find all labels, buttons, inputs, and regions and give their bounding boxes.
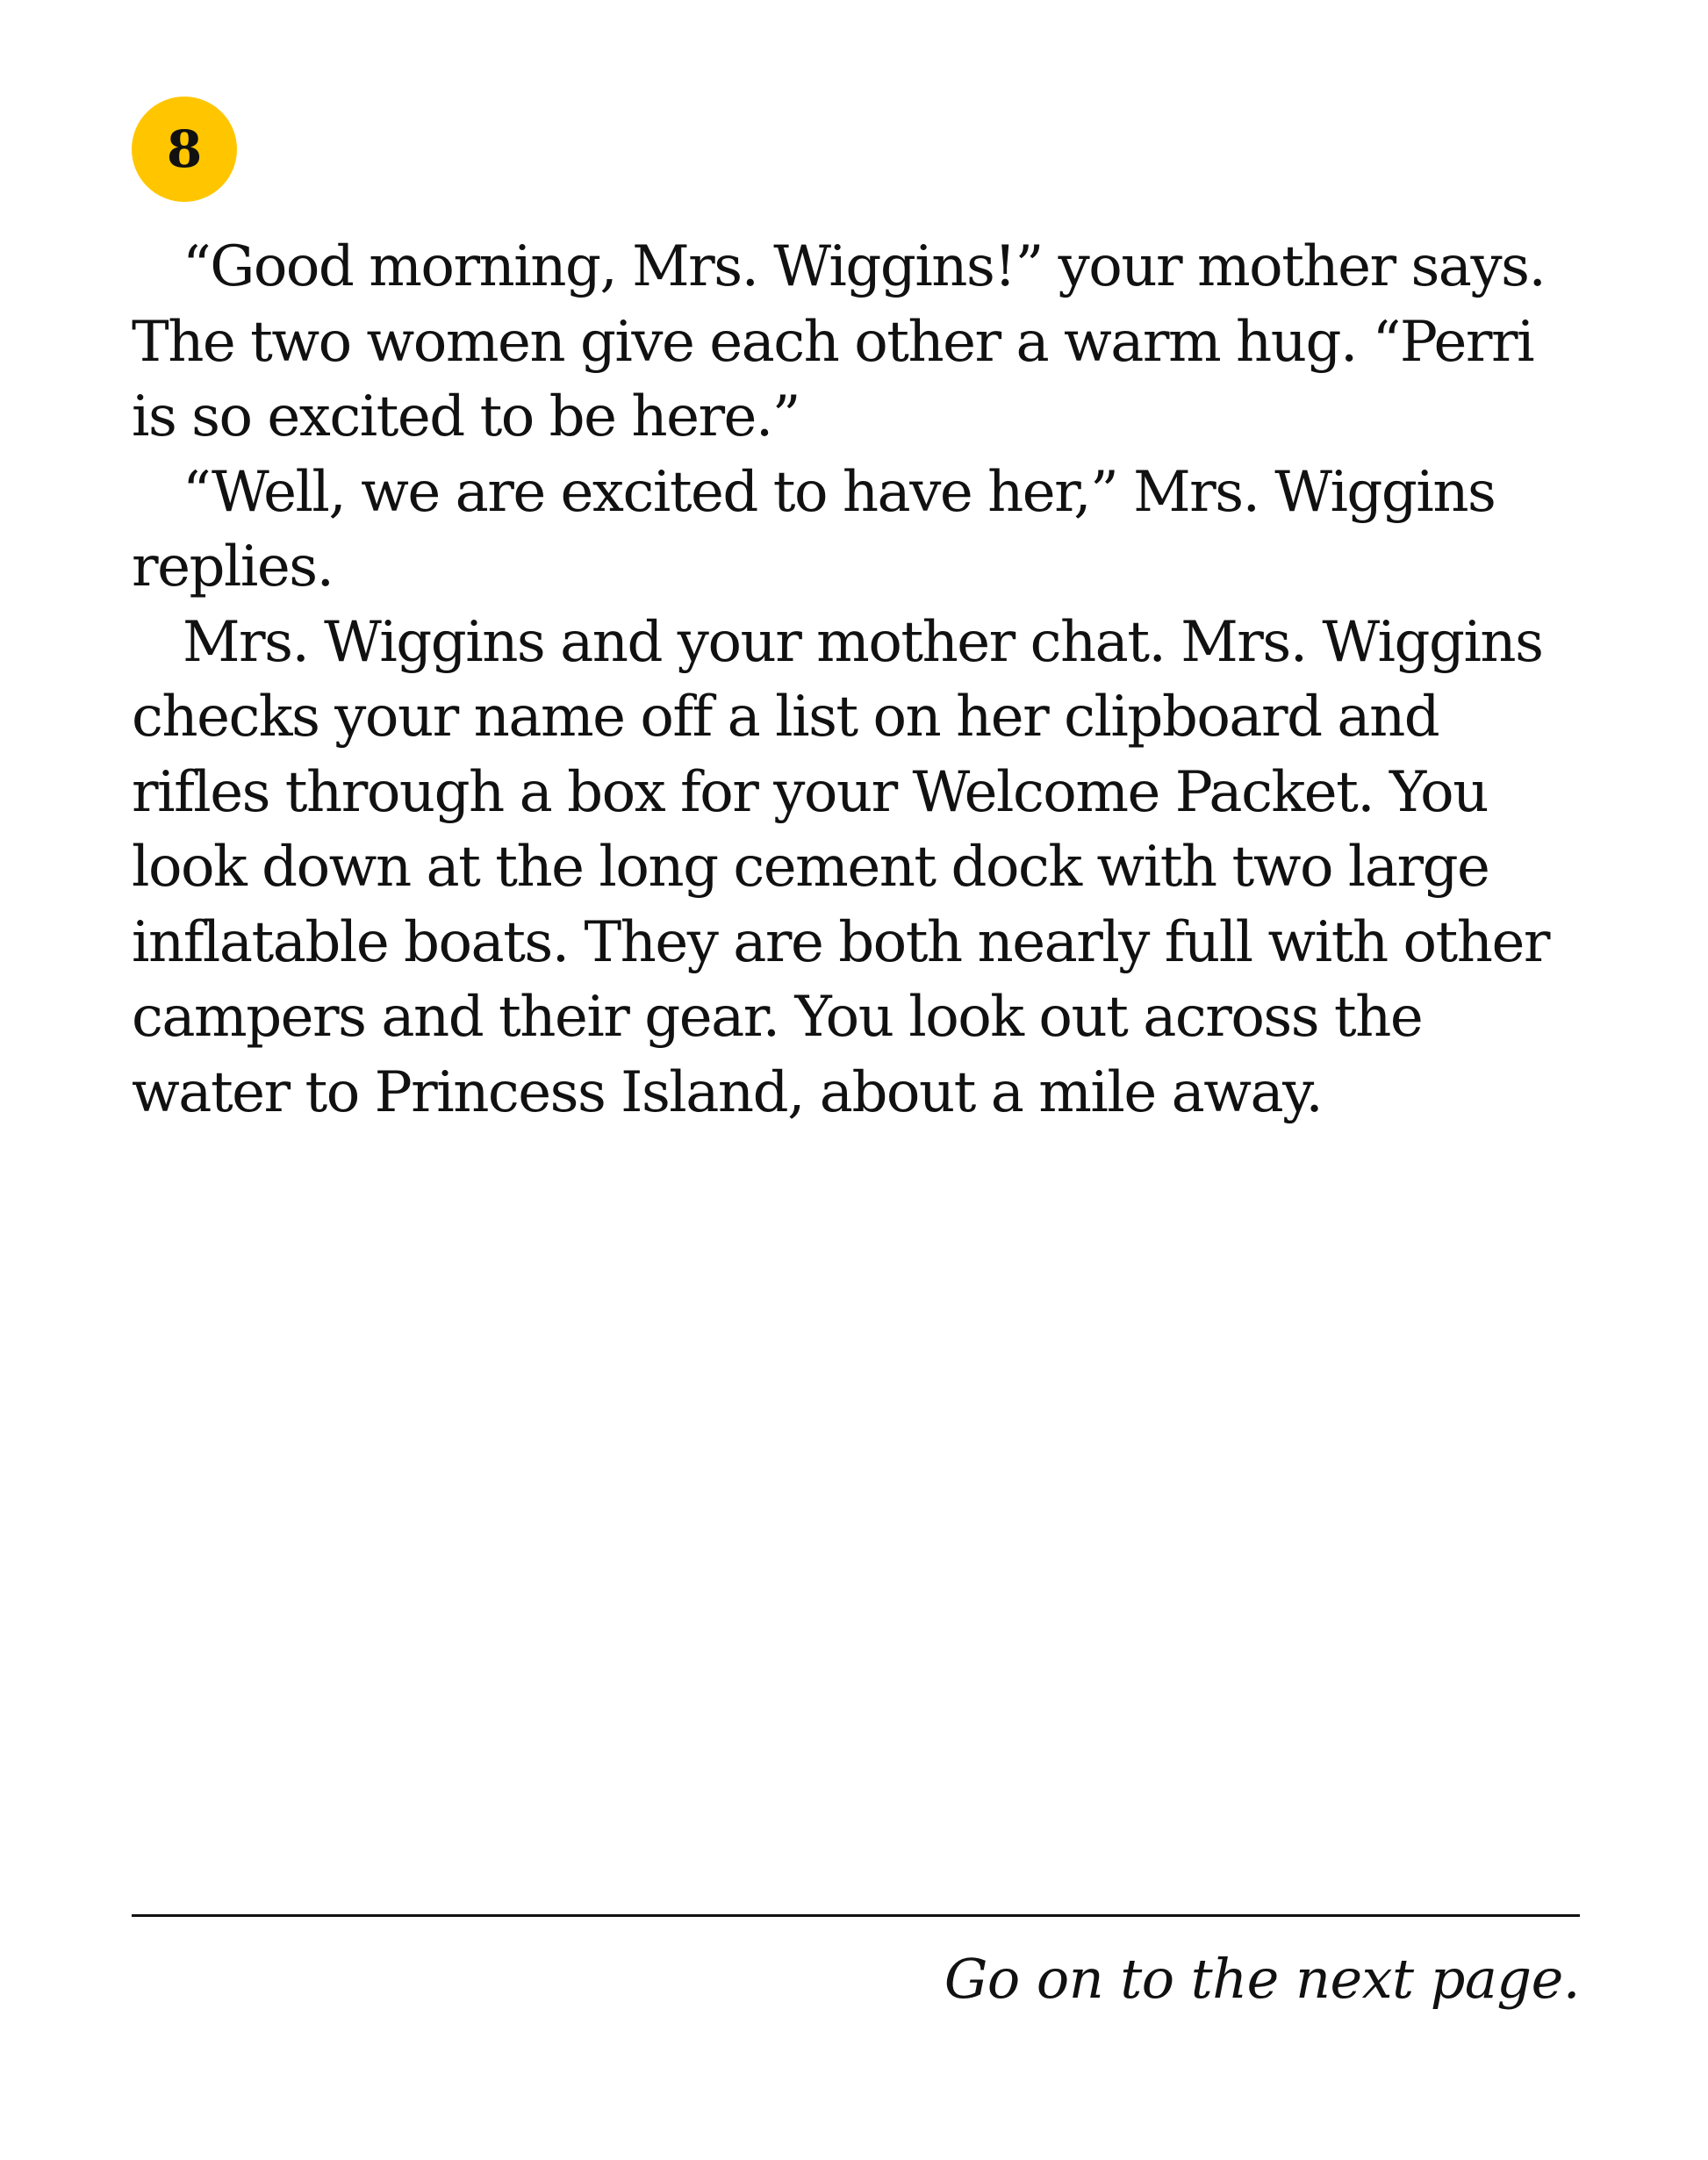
page-number-badge xyxy=(132,97,237,202)
paragraph-line: replies. xyxy=(132,535,334,599)
paragraph-line: look down at the long cement dock with two large xyxy=(132,835,1489,900)
paragraph-line: inflatable boats. They are both nearly full with other xyxy=(132,909,1549,975)
paragraph-1 xyxy=(132,230,1589,456)
paragraph-line: rifles through a box for your Welcome Packet. You xyxy=(132,759,1488,825)
page-number: 8 xyxy=(166,119,203,179)
paragraph-2 xyxy=(132,456,1589,606)
paragraph-line: Mrs. Wiggins and your mother chat. Mrs. Wiggins xyxy=(183,609,1543,675)
paragraph-line: checks your name off a list on her clipboard and xyxy=(132,685,1439,750)
paragraph-line: “Well, we are excited to have her,” Mrs. Wiggins xyxy=(183,459,1496,525)
paragraph-line: The two women give each other a warm hug. “Perri xyxy=(132,309,1534,375)
paragraph-3 xyxy=(132,606,1589,1131)
paragraph-line: water to Princess Island, about a mile away. xyxy=(132,1059,1323,1125)
paragraph-line: is so excited to be here.” xyxy=(132,384,800,449)
paragraph-line: campers and their gear. You look out across the xyxy=(132,985,1423,1050)
story-text xyxy=(132,230,1589,1130)
paragraph-line: “Good morning, Mrs. Wiggins!” your mother says. xyxy=(183,234,1546,299)
next-page-note: Go on to the next page. xyxy=(944,1947,1580,2011)
footer-divider xyxy=(132,1914,1580,1917)
